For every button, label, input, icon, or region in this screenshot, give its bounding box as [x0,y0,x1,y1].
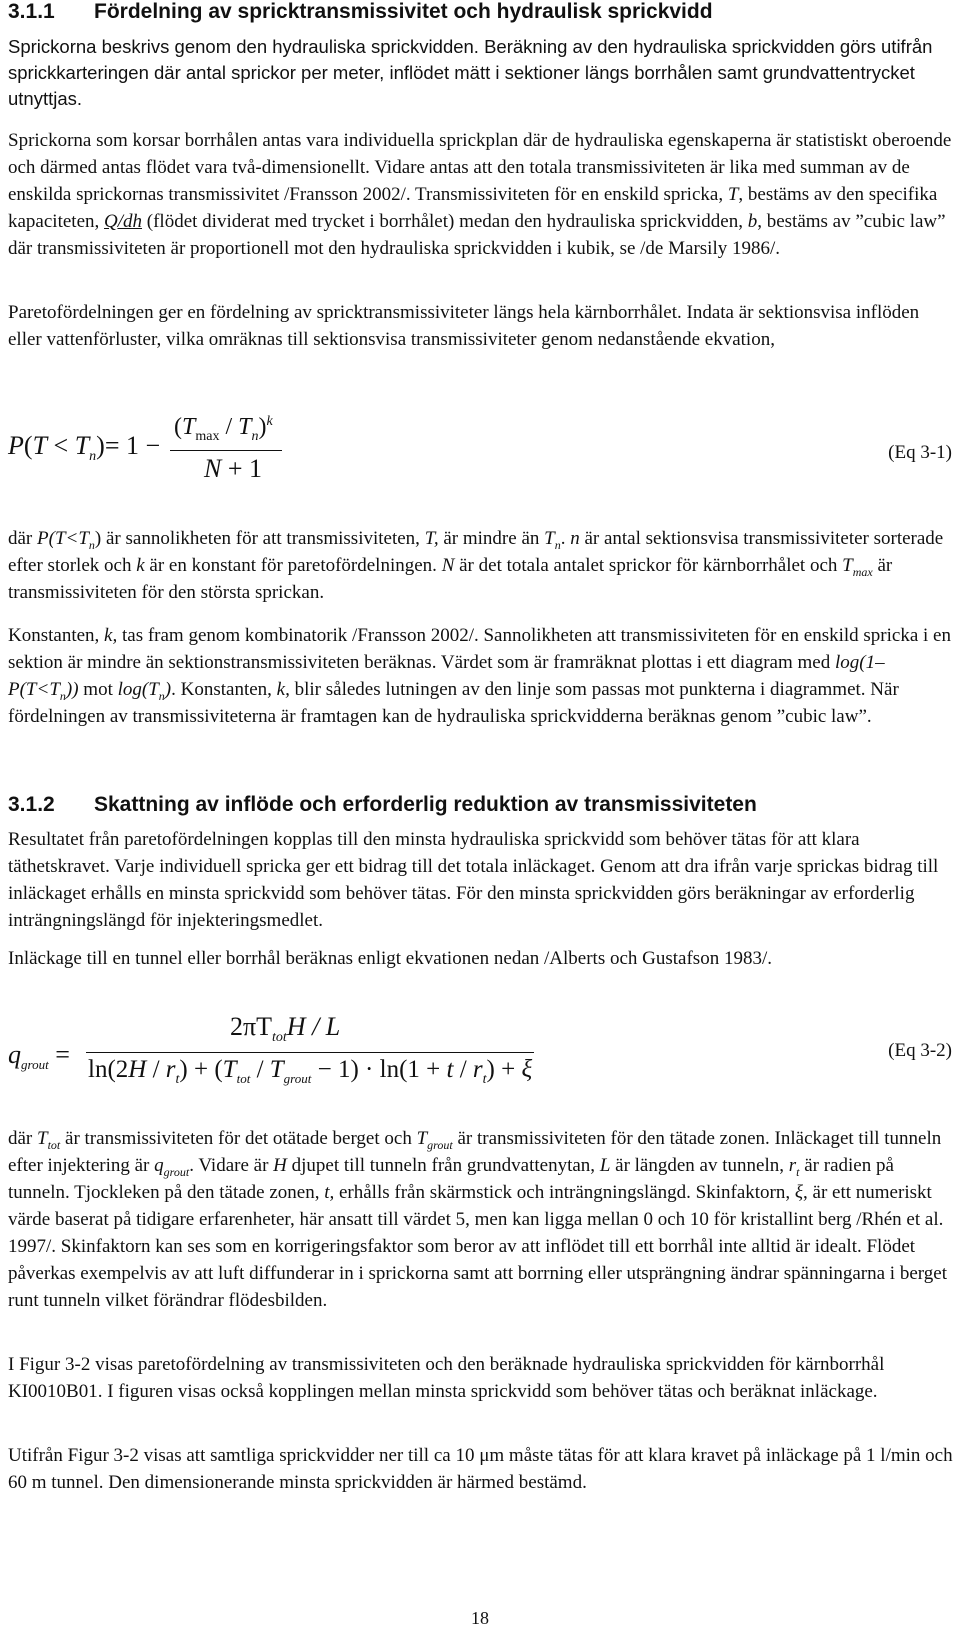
equation-3-1: $P(T < T_n)= 1$ − $(T_{max} / T_n)^k$ N + 1 [8,408,308,498]
equation-label-3-1: (Eq 3-1) [888,442,952,463]
paragraph-assumptions: Sprickorna som korsar borrhålen antas vara individuella sprickplan där de hydrauliska egenskaperna är statistiskt oberoende och därmed antas flödet vara två-dimensionellt. Vidare antas att den totala transmissiviteten är lika med summan av de enskilda sprickornas transmissivitet /Fransson 2002/. Transmissiviteten för en enskild spricka, T, bestäms av den specifika kapaciteten, Q/dh (flödet dividerat med trycket i borrhålet) medan den hydrauliska sprickvidden, b, bestäms av ”cubic law” där transmissiviteten är proportionell mot den hydrauliska sprickvidden i kubik, se /de Marsily 1986/. [8,130,952,259]
section-title: Fördelning av spricktransmissivitet och hydraulisk sprickvidd [94,0,713,23]
equation-3-2: $q_{grout}$ = $2\pi T_{tot}H$ / L $\ln(2H / r_t) + (T_{tot} / T_{grout} - 1) \cdot \ln(1 + t / r_t) + \xi$ [8,1012,533,1087]
section-number: 3.1.2 [8,793,55,816]
section-heading-3-1-1 [8,0,713,24]
paragraph-figure-3-2: I Figur 3-2 visas paretofördelning av transmissiviteten och den beräknade hydrauliska sprickvidden för kärnborrhål KI0010B01. I figuren visas också kopplingen mellan minsta sprickvidd som behöver tätas och beräknat inläckage. [8,1354,885,1402]
section-heading-3-1-2 [8,793,757,817]
fraction-bar [86,1052,534,1053]
paragraph-pareto: Paretofördelningen ger en fördelning av spricktransmissiviteter längs hela kärnborrhålet. Indata är sektionsvisa inflöden eller vattenförluster, vilka omräknas till sektionsvisa transmissiviteter genom nedanstående ekvation, [8,302,920,350]
paragraph-skinfactor: där $T_{tot}$ är transmissiviteten för det otätade berget och $T_{grout}$ är transmissiviteten för den tätade zonen. Inläckaget till tunneln efter injektering är $q_{grout}$. Vidare är H djupet till tunneln från grundvattenytan, L är längden av tunneln, $r_t$ är radien på tunneln. Tjockleken på den tätade zonen, t, erhålls från skärmstick och inträngningslängd. Skinfaktorn, ξ, är ett numeriskt värde baserat på tidigare erfarenheter, här ansatt till värdet 5, men kan ligga mellan 0 och 10 för kristallint berg /Rhén et al. 1997/. Skinfaktorn kan ses som en korrigeringsfaktor som beror av att inflödet till ett borrhål inte alltid är idealt. Flödet påverkas exempelvis av att luft diffunderar in i sprickorna samt att borrning eller utsprängning ändrar spänningarna i berget runt tunneln vilket förändrar flödesbilden. [8,1128,947,1311]
paragraph-inleakage: Inläckage till en tunnel eller borrhål beräknas enligt ekvationen nedan /Alberts och Gustafson 1983/. [8,948,772,969]
equation-label-3-2: (Eq 3-2) [888,1040,952,1061]
page-number: 18 [471,1608,489,1628]
paragraph-conclusion: Utifrån Figur 3-2 visas att samtliga sprickvidder ner till ca 10 μm måste tätas för att klara kravet på inläckage på 1 l/min och 60 m tunnel. Den dimensionerande minsta sprickvidden är härmed bestämd. [8,1445,953,1493]
section-number: 3.1.1 [8,0,55,23]
fraction-bar [170,450,282,451]
paragraph-intro: Sprickorna beskrivs genom den hydrauliska sprickvidden. Beräkning av den hydrauliska sprickvidden görs utifrån sprickkarteringen där antal sprickor per meter, inflödet mätt i sektioner längs borrhålen samt grundvattentrycket utnyttjas. [8,36,933,109]
paragraph-result: Resultatet från paretofördelningen kopplas till den minsta hydrauliska sprickvidd som behöver tätas för att klara täthetskravet. Varje individuell spricka ger ett bidrag till det totala inläckaget. Genom att dra ifrån varje sprickas bidrag till inläckaget erhålls en minsta sprickvidd som behöver tätas. För den minsta sprickvidden görs beräkningar av erforderlig inträngningslängd för injekteringsmedlet. [8,829,939,931]
paragraph-definitions: där $P(T<T_n)$ är sannolikheten för att transmissiviteten, T, är mindre än $T_n$. n är antal sektionsvisa transmissiviteter sorterade efter storlek och k är en konstant för paretofördelningen. N är det totala antalet sprickor för kärnborrhålet och $T_{max}$ är transmissiviteten för den största sprickan. [8,528,944,603]
paragraph-constant-k: Konstanten, k, tas fram genom kombinatorik /Fransson 2002/. Sannolikheten att transmissiviteten för en enskild spricka i en sektion är mindre än sektionstransmissiviteten beräknas. Värdet som är framräknat plottas i ett diagram med $\log(1-P(T<T_n))$ mot $\log(T_n)$. Konstanten, k, blir således lutningen av den linje som passas mot punkterna i diagrammet. När fördelningen av transmissiviteterna är framtagen kan de hydrauliska sprickvidderna beräknas genom ”cubic law”. [8,625,951,727]
section-title: Skattning av inflöde och erforderlig reduktion av transmissiviteten [94,793,757,816]
